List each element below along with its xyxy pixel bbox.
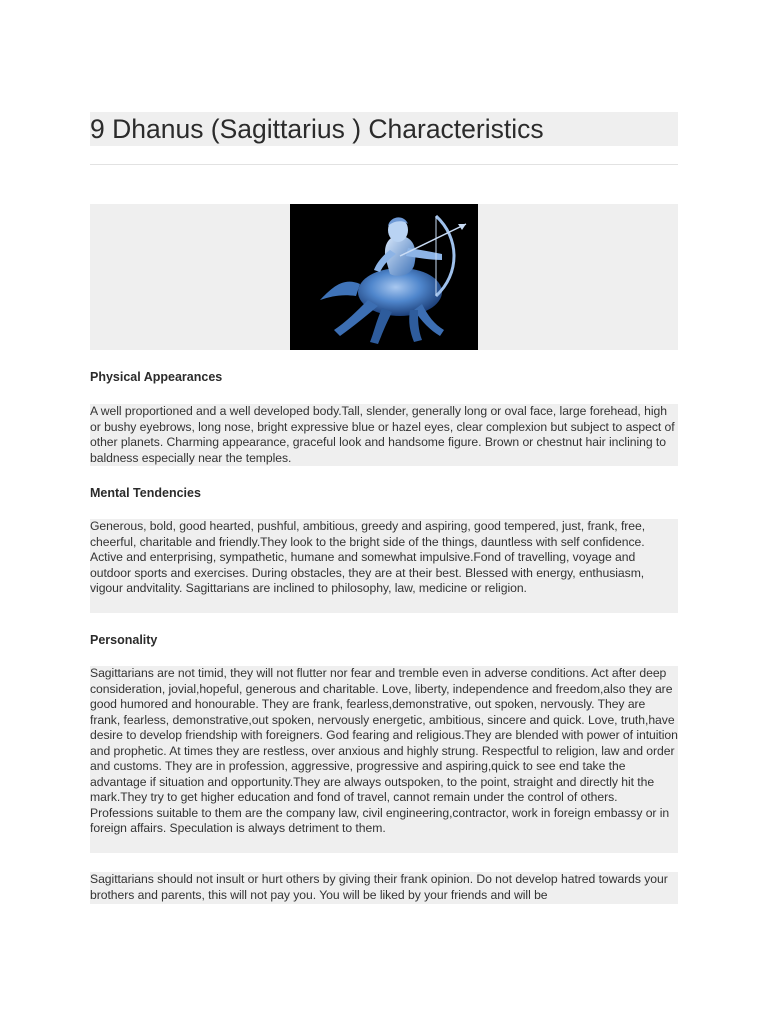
sagittarius-image [290,204,478,350]
image-band [90,204,678,350]
section-paragraph: A well proportioned and a well developed body.Tall, slender, generally long or oval face, large forehead, high or bushy eyebrows, long nose, bright expressive blue or hazel eyes, clear complexion but subject to aspect of other planets. Charming appearance, graceful look and handsome figure. Brown or chestnut hair inclining to baldness especially near the temples. [90,404,678,466]
section-paragraph: Generous, bold, good hearted, pushful, ambitious, greedy and aspiring, good tempered, just, frank, free, cheerful, charitable and friendly.They look to the bright side of the things, dauntless with self confidence. Active and enterprising, sympathetic, humane and somewhat impulsive.Fond of travelling, voyage and outdoor sports and exercises. During obstacles, they are at their best. Blessed with energy, enthusiasm, vigour andvitality. Sagittarians are inclined to philosophy, law, medicine or religion. [90,519,678,613]
section-heading-mental-tendencies: Mental Tendencies [90,486,201,500]
section-paragraph: Sagittarians should not insult or hurt others by giving their frank opinion. Do not develop hatred towards your brothers and parents, this will not pay you. You will be liked by your friends and will be [90,872,678,904]
title-divider [90,164,678,165]
sagittarius-centaur-archer-icon [290,204,478,350]
section-heading-personality: Personality [90,633,158,647]
section-heading-physical-appearances: Physical Appearances [90,370,223,384]
title-band [90,112,678,146]
section-paragraph: Sagittarians are not timid, they will not flutter nor fear and tremble even in adverse conditions. Act after deep consideration, jovial,hopeful, generous and charitable. Love, liberty, independence and freedom,also they are good humored and honourable. They are frank, fearless,demonstrative, out spoken, nervously. They are frank, fearless, demonstrative,out spoken, nervously energetic, ambitious, sincere and quick. Love, truth,have desire to develop friendship with foreigners. God fearing and religious.They are blended with power of intuition and prophetic. At times they are restless, over anxious and highly strung. Respectful to religion, law and order and customs. They are in profession, aggressive, progressive and aspiring,quick to see end take the advantage if situation and opportunity.They are always outspoken, to the point, straight and directly hit the mark.They try to get higher education and fond of travel, cannot remain under the control of others. Professions suitable to them are the company law, civil engineering,contractor, work in foreign embassy or in foreign affairs. Speculation is always detriment to them. [90,666,678,853]
page-title: 9 Dhanus (Sagittarius ) Characteristics [90,114,544,144]
